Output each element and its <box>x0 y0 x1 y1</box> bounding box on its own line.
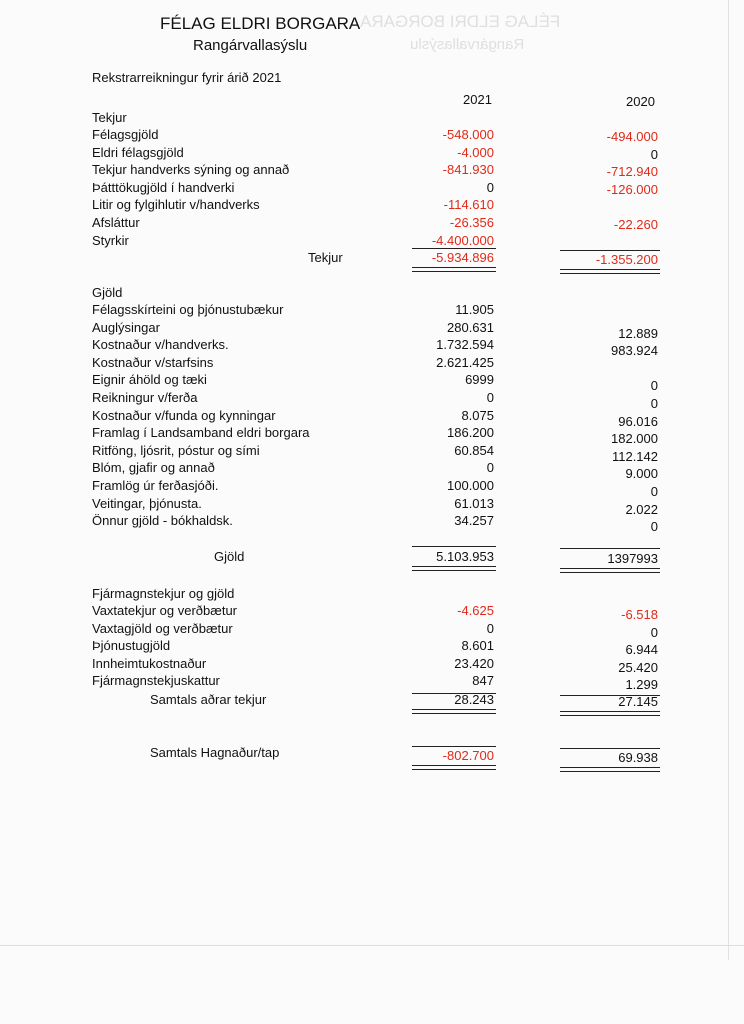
finance-double-rule-2020 <box>560 711 660 716</box>
finance-row-label: Vaxtatekjur og verðbætur <box>92 603 237 618</box>
expenses-sum-rule-2020 <box>560 548 660 549</box>
expenses-row-2021: 2.621.425 <box>436 354 494 370</box>
expenses-sum-rule-2021 <box>412 546 496 547</box>
expenses-row-label: Kostnaður v/handverks. <box>92 337 229 353</box>
expenses-row-label: Eignir áhöld og tæki <box>92 372 207 388</box>
finance-row-2020: 25.420 <box>618 659 658 675</box>
expenses-row-2020: 112.142 <box>611 448 658 464</box>
expenses-row-label: Framlög úr ferðasjóði. <box>92 478 219 493</box>
expenses-row-label: Veitingar, þjónusta. <box>92 495 202 511</box>
income-row-2020: -712.940 <box>606 164 658 180</box>
expenses-row-2021: 6999 <box>465 372 494 388</box>
income-row-2020: -126.000 <box>606 181 658 197</box>
income-row-2021: -4.000 <box>457 144 494 160</box>
expenses-row-label: Önnur gjöld - bókhaldsk. <box>92 513 233 529</box>
finance-total-2021: 28.243 <box>454 692 494 707</box>
income-row-label: Styrkir <box>92 232 129 248</box>
income-row-label: Tekjur handverks sýning og annað <box>92 162 290 178</box>
expenses-double-rule-2021 <box>412 566 496 571</box>
finance-row-label: Þjónustugjöld <box>92 638 171 654</box>
income-row-2021: -26.356 <box>449 215 494 230</box>
income-row-2021: -841.930 <box>442 162 494 178</box>
income-row-label: Þátttökugjöld í handverki <box>92 179 235 195</box>
result-2020: 69.938 <box>618 750 658 765</box>
expenses-row-2020: 983.924 <box>611 343 658 359</box>
expenses-row-label: Framlag í Landsamband eldri borgara <box>92 425 310 441</box>
finance-row-2020: 1.299 <box>625 677 658 693</box>
expenses-row-label: Blóm, gjafir og annað <box>92 460 215 476</box>
expenses-row-2021: 60.854 <box>454 442 494 458</box>
income-row-2020: -494.000 <box>606 129 658 144</box>
page-edge <box>728 0 729 960</box>
expenses-row-2021: 34.257 <box>454 513 494 529</box>
expenses-row-2021: 100.000 <box>447 478 494 493</box>
finance-row-2020: 0 <box>650 624 658 640</box>
finance-double-rule-2021 <box>412 709 496 714</box>
finance-row-2021: -4.625 <box>457 603 494 618</box>
income-heading: Tekjur <box>92 110 127 125</box>
income-total-2020: -1.355.200 <box>595 252 658 267</box>
income-double-rule-2021 <box>412 267 496 272</box>
expenses-double-rule-2020 <box>560 568 660 573</box>
income-total-2021: -5.934.896 <box>431 250 494 265</box>
expenses-row-2020: 96.016 <box>618 413 658 429</box>
income-double-rule-2020 <box>560 269 660 274</box>
expenses-row-2020: 9.000 <box>625 466 658 482</box>
page-bottom-edge <box>0 945 744 946</box>
expenses-row-label: Ritföng, ljósrit, póstur og sími <box>92 442 260 458</box>
expenses-total-2021: 5.103.953 <box>436 549 494 564</box>
expenses-heading: Gjöld <box>92 285 123 300</box>
finance-row-2020: 6.944 <box>625 642 658 658</box>
result-rule-2020 <box>560 748 660 749</box>
finance-row-label: Fjármagnstekjuskattur <box>92 673 220 689</box>
expenses-row-label: Kostnaður v/funda og kynningar <box>92 407 276 423</box>
income-sum-rule-2020 <box>560 250 660 251</box>
expenses-row-2020: 0 <box>650 484 658 499</box>
finance-total-2020: 27.145 <box>618 694 658 709</box>
bleed-through-region: Rangárvallasýslu <box>410 36 525 53</box>
income-row-2021: 0 <box>486 179 494 195</box>
expenses-row-2021: 0 <box>486 390 494 405</box>
expenses-row-2020: 0 <box>650 519 658 535</box>
org-title: FÉLAG ELDRI BORGARA <box>160 14 361 33</box>
expenses-row-2021: 280.631 <box>447 319 494 335</box>
expenses-total-label: Gjöld <box>214 549 245 564</box>
finance-row-2021: 8.601 <box>461 638 494 654</box>
finance-row-label: Innheimtukostnaður <box>92 655 207 671</box>
income-row-2021: -4.400.000 <box>431 232 494 248</box>
expenses-row-label: Auglýsingar <box>92 319 160 335</box>
income-row-2021: -548.000 <box>442 127 494 142</box>
expenses-row-2020: 0 <box>650 378 658 394</box>
finance-total-label: Samtals aðrar tekjur <box>150 692 267 707</box>
expenses-row-2020: 0 <box>650 396 658 411</box>
expenses-row-2020: 12.889 <box>618 325 658 341</box>
expenses-row-label: Reikningur v/ferða <box>92 390 198 405</box>
year-2020-header: 2020 <box>626 94 655 109</box>
finance-row-2020: -6.518 <box>621 607 658 622</box>
expenses-row-label: Félagsskírteini og þjónustubækur <box>92 302 284 317</box>
finance-row-2021: 23.420 <box>454 655 494 671</box>
result-label: Samtals Hagnaður/tap <box>150 745 280 760</box>
expenses-row-2021: 8.075 <box>461 407 494 423</box>
income-row-label: Litir og fylgihlutir v/handverks <box>92 197 260 213</box>
income-row-label: Félagsgjöld <box>92 127 159 142</box>
finance-row-2021: 847 <box>472 673 494 689</box>
org-region: Rangárvallasýslu <box>193 37 308 54</box>
income-row-2021: -114.610 <box>443 197 494 213</box>
finance-row-label: Vaxtagjöld og verðbætur <box>92 620 233 636</box>
expenses-row-label: Kostnaður v/starfsins <box>92 354 214 370</box>
result-rule-2021 <box>412 746 496 747</box>
expenses-row-2021: 186.200 <box>447 425 494 441</box>
income-row-2020: -22.260 <box>613 217 658 232</box>
result-double-rule-2020 <box>560 767 660 772</box>
result-double-rule-2021 <box>412 765 496 770</box>
bleed-through-title: FÉLAG ELDRI BORGARA <box>360 12 561 31</box>
finance-heading: Fjármagnstekjur og gjöld <box>92 586 235 601</box>
expenses-row-2021: 0 <box>486 460 494 476</box>
expenses-row-2021: 61.013 <box>454 495 494 511</box>
expenses-row-2020: 182.000 <box>611 431 658 447</box>
expenses-total-2020: 1397993 <box>607 551 658 566</box>
income-row-2020: 0 <box>650 146 658 162</box>
expenses-row-2021: 1.732.594 <box>436 337 494 353</box>
income-row-label: Eldri félagsgjöld <box>92 144 184 160</box>
income-row-label: Afsláttur <box>92 215 140 230</box>
income-total-label: Tekjur <box>308 250 343 265</box>
finance-row-2021: 0 <box>486 620 494 636</box>
result-2021: -802.700 <box>442 748 494 763</box>
expenses-row-2021: 11.905 <box>455 302 494 317</box>
year-2021-header: 2021 <box>463 92 492 107</box>
expenses-row-2020: 2.022 <box>625 501 658 517</box>
statement-title: Rekstrarreikningur fyrir árið 2021 <box>92 70 282 85</box>
income-sum-rule-2021 <box>412 248 496 249</box>
